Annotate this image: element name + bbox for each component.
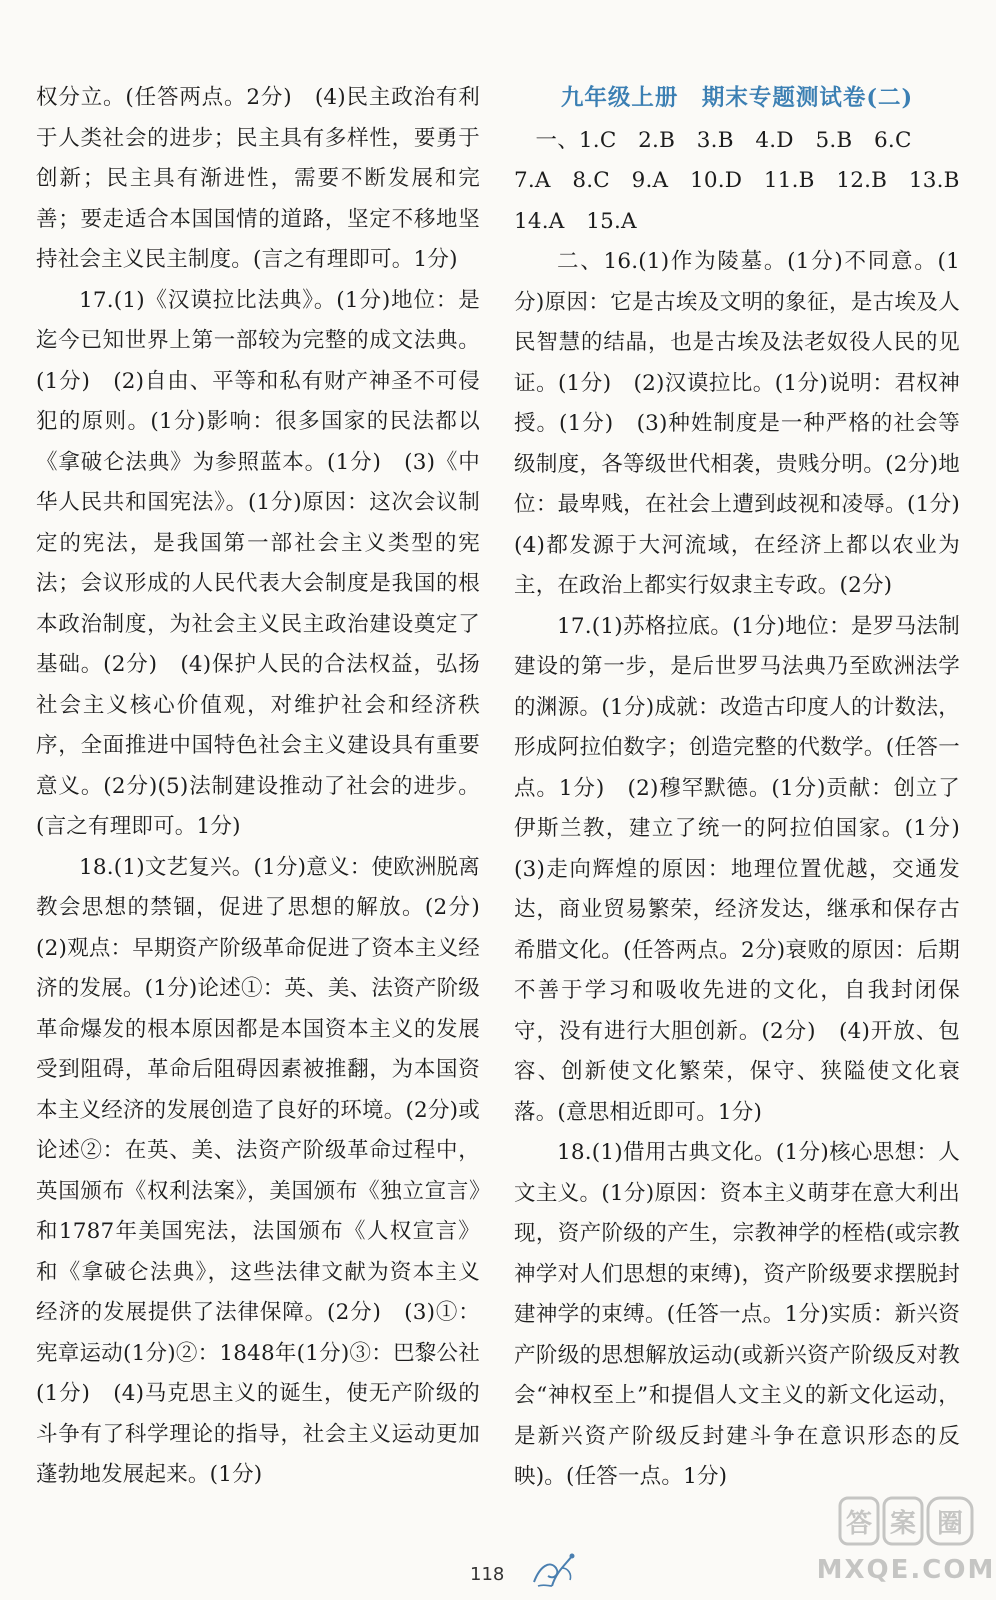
answer-paragraph-q18: 18.(1)文艺复兴。(1分)意义：使欧洲脱离教会思想的禁锢，促进了思想的解放。(2分) (2)观点：早期资产阶级革命促进了资本主义经济的发展。(1分)论述①：英、美、法资产阶级革命爆发的根本原因都是本国资本主义的发展受到阻碍，革命后阻碍因素被推翻，为本国资本主义经济的发展创造了良好的环境。(2分)或论述②：在英、美、法资产阶级革命过程中，英国颁布《权利法案》，美国颁布《独立宣言》和1787年美国宪法，法国颁布《人权宣言》和《拿破仑法典》，这些法律文献为资本主义经济的发展提供了法律保障。(2分) (3)①：宪章运动(1分)②：1848年(1分)③：巴黎公社(1分) (4)马克思主义的诞生，使无产阶级的斗争有了科学理论的指导，社会主义运动更加蓬勃地发展起来。(1分) [36, 854, 502, 1487]
section-title: 九年级上册 期末专题测试卷(二) [560, 85, 914, 111]
answer-paragraph-q17: 17.(1)《汉谟拉比法典》。(1分)地位：是迄今已知世界上第一部较为完整的成文法典。(1分) (2)自由、平等和私有财产神圣不可侵犯的原则。(1分)影响：很多国家的民法都以《拿破仑法典》为参照蓝本。(1分) (3)《中华人民共和国宪法》。(1分)原因：这次会议制定的宪法，是我国第一部社会主义类型的宪法；会议形成的人民代表大会制度是我国的根本政治制度，为社会主义民主政治建设奠定了基础。(2分) (4)保护人民的合法权益，弘扬社会主义核心价值观，对维护社会和经济秩序，全面推进中国特色社会主义建设具有重要意义。(2分)(5)法制建设推动了社会的进步。(言之有理即可。1分) [36, 287, 480, 839]
multiple-choice-answers-line-2: 7.A 8.C 9.A 10.D 11.B 12.B 13.B [514, 168, 960, 193]
answer-paragraph-continued: 权分立。(任答两点。2分) (4)民主政治有利于人类社会的进步；民主具有多样性，要勇于创新；民主具有渐进性，需要不断发展和完善；要走适合本国国情的道路，坚定不移地坚持社会主义民主制度。(言之有理即可。1分) [36, 85, 480, 272]
svg-text:答: 答 [845, 1509, 873, 1539]
svg-text:圈: 圈 [936, 1509, 964, 1539]
svg-text:MXQE.COM: MXQE.COM [816, 1555, 996, 1585]
answer-paragraph-q17: 17.(1)苏格拉底。(1分)地位：是罗马法制建设的第一步，是后世罗马法典乃至欧洲法学的渊源。(1分)成就：改造古印度人的计数法，形成阿拉伯数字；创造完整的代数学。(任答一点。1分) (2)穆罕默德。(1分)贡献：创立了伊斯兰教，建立了统一的阿拉伯国家。(1分) (3)走向辉煌的原因：地理位置优越，交通发达，商业贸易繁荣，经济发达，继承和保存古希腊文化。(任答两点。2分)衰败的原因：后期不善于学习和吸收先进的文化，自我封闭保守，没有进行大胆创新。(2分) (4)开放、包容、创新使文化繁荣，保守、狭隘使文化衰落。(意思相近即可。1分) [514, 613, 982, 1125]
left-column [36, 78, 502, 1496]
site-watermark-logo [816, 1492, 996, 1592]
multiple-choice-answers-line-3: 14.A 15.A [514, 208, 637, 234]
svg-text:案: 案 [889, 1509, 917, 1539]
answer-paragraph-q16: 二、16.(1)作为陵墓。(1分)不同意。(1分)原因：它是古埃及文明的象征，是古埃及人民智慧的结晶，也是古埃及法老奴役人民的见证。(1分) (2)汉谟拉比。(1分)说明：君权神授。(1分) (3)种姓制度是一种严格的社会等级制度，各等级世代相袭，贵贱分明。(2分)地位：最卑贱，在社会上遭到歧视和凌辱。(1分) (4)都发源于大河流域，在经济上都以农业为主，在政治上都实行奴隶主专政。(2分) [514, 249, 982, 598]
answer-paragraph-q18: 18.(1)借用古典文化。(1分)核心思想：人文主义。(1分)原因：资本主义萌芽在意大利出现，资产阶级的产生，宗教神学的桎梏(或宗教神学对人们思想的束缚)，资产阶级要求摆脱封建神学的束缚。(任答一点。1分)实质：新兴资产阶级的思想解放运动(或新兴资产阶级反对教会“神权至上”和提倡人文主义的新文化运动，是新兴资产阶级反封建斗争在意识形态的反映)。(任答一点。1分) [514, 1140, 960, 1489]
page-number: 118 [470, 1564, 505, 1585]
right-column [514, 78, 982, 1498]
multiple-choice-answers-line-1: 一、1.C 2.B 3.B 4.D 5.B 6.C [535, 127, 912, 153]
floral-ornament-icon [526, 1546, 578, 1590]
